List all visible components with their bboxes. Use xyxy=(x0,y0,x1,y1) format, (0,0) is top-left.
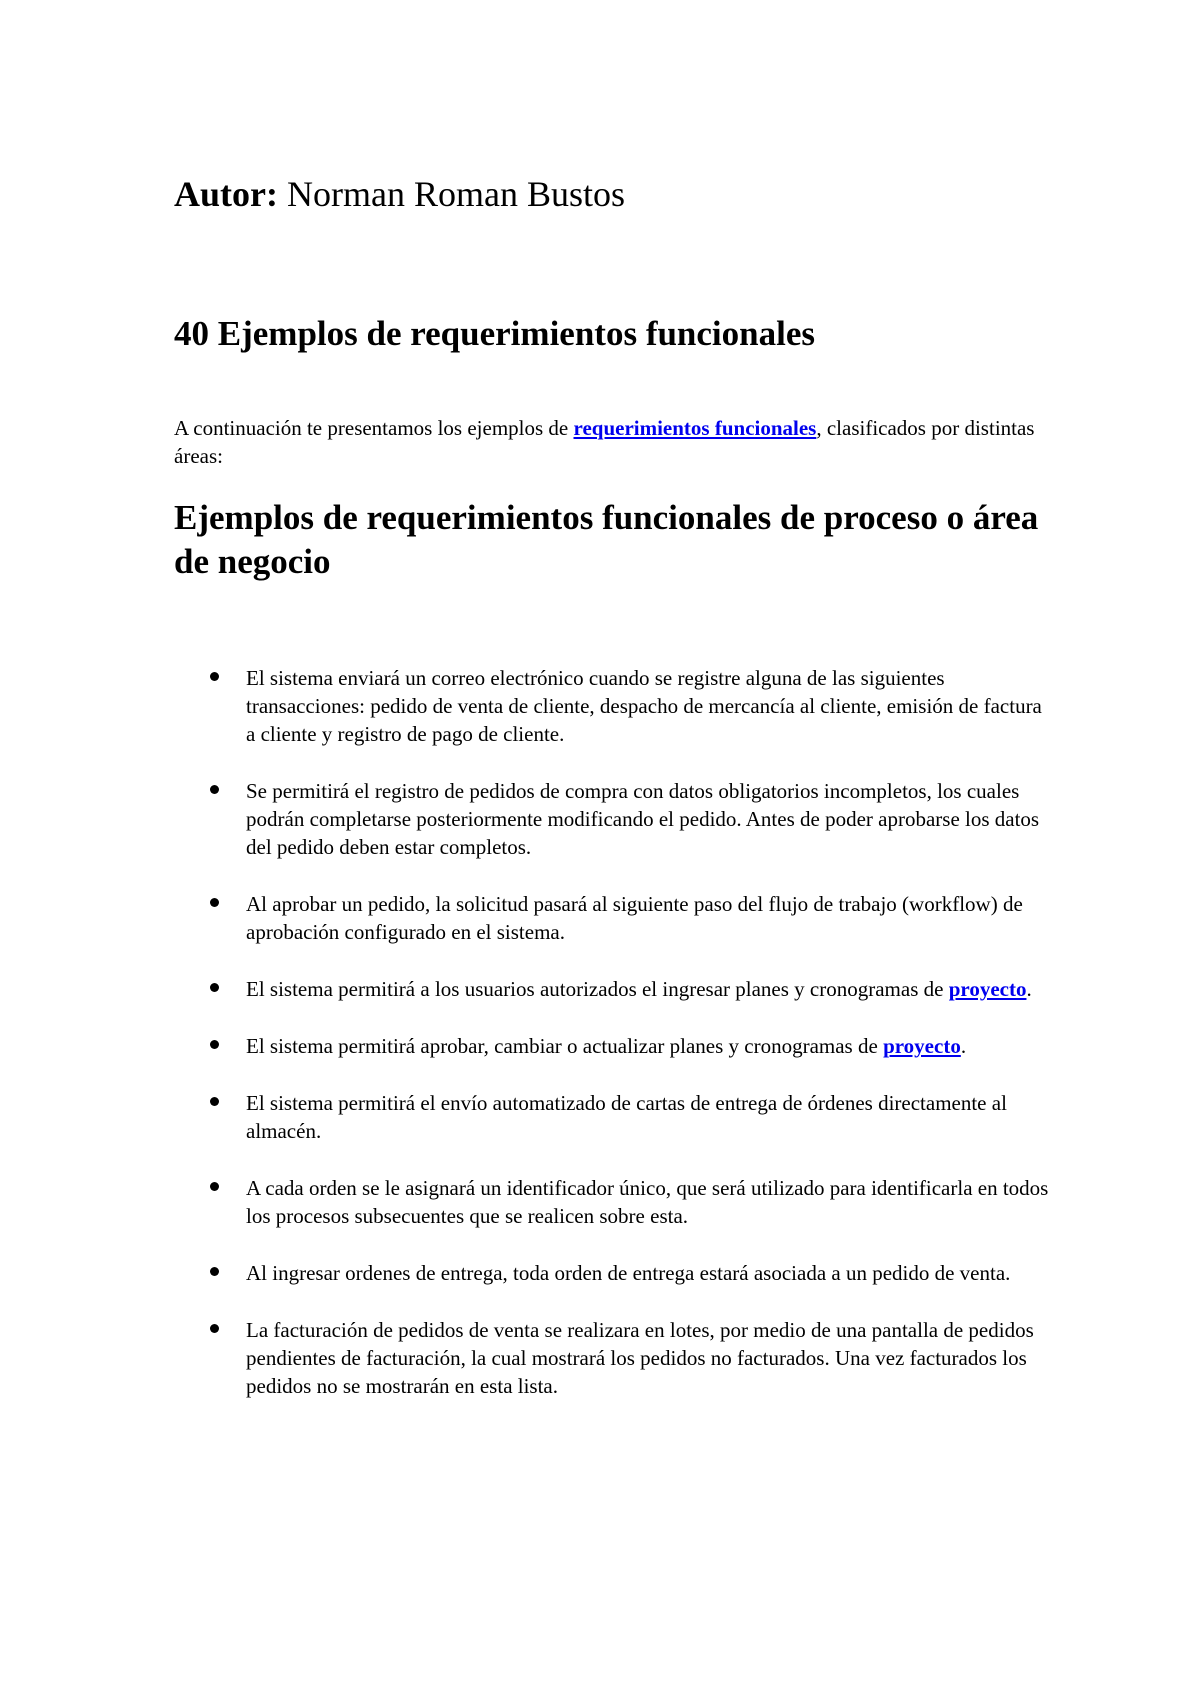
item-text: El sistema permitirá aprobar, cambiar o actualizar planes y cronogramas de xyxy=(246,1034,884,1058)
bullet-icon xyxy=(210,1267,219,1276)
bullet-icon xyxy=(210,672,219,681)
requirements-list xyxy=(174,664,1054,1429)
item-text: La facturación de pedidos de venta se realizara en lotes, por medio de una pantalla de pedidos pendientes de facturación, la cual mostrará los pedidos no facturados. Una vez facturados los pedidos no se mostrarán en esta lista. xyxy=(246,1318,1034,1398)
list-item xyxy=(174,1174,1054,1230)
item-text: Al aprobar un pedido, la solicitud pasará al siguiente paso del flujo de trabajo (workflow) de aprobación configurado en el sistema. xyxy=(246,892,1023,944)
intro-paragraph xyxy=(174,414,1074,470)
bullet-icon xyxy=(210,1040,219,1049)
bullet-icon xyxy=(210,1324,219,1333)
item-text: El sistema permitirá a los usuarios autorizados el ingresar planes y cronogramas de xyxy=(246,977,949,1001)
list-item xyxy=(174,1259,1054,1287)
author-name: Norman Roman Bustos xyxy=(286,174,625,214)
list-item xyxy=(174,664,1054,748)
list-item xyxy=(174,890,1054,946)
item-text: A cada orden se le asignará un identificador único, que será utilizado para identificarla en todos los procesos subsecuentes que se realicen sobre esta. xyxy=(246,1176,1049,1228)
item-text-end: . xyxy=(960,1034,967,1058)
author-line xyxy=(174,172,625,216)
author-label: Autor: xyxy=(174,174,278,214)
item-text: Al ingresar ordenes de entrega, toda orden de entrega estará asociada a un pedido de venta. xyxy=(246,1261,1011,1285)
item-text-end: . xyxy=(1026,977,1032,1001)
requerimientos-funcionales-link[interactable]: requerimientos funcionales xyxy=(573,416,817,440)
proyecto-link[interactable]: proyecto xyxy=(948,977,1027,1001)
document-title: 40 Ejemplos de requerimientos funcionales xyxy=(174,314,816,353)
item-text: El sistema enviará un correo electrónico cuando se registre alguna de las siguientes transacciones: pedido de venta de cliente, despacho de mercancía al cliente, emisión de factura a cliente y registro de pago de cliente. xyxy=(246,666,1042,746)
list-item xyxy=(174,1089,1054,1145)
bullet-icon xyxy=(210,898,219,907)
section-title: Ejemplos de requerimientos funcionales de proceso o área de negocio xyxy=(174,498,1039,581)
list-item xyxy=(174,1032,1054,1060)
intro-text-end: , clasificados por distintas áreas: xyxy=(174,416,1035,468)
bullet-icon xyxy=(210,983,219,992)
bullet-icon xyxy=(210,1097,219,1106)
intro-text: A continuación te presentamos los ejemplos de xyxy=(174,416,574,440)
list-item xyxy=(174,975,1054,1003)
item-text: Se permitirá el registro de pedidos de compra con datos obligatorios incompletos, los cuales podrán completarse posteriormente modificando el pedido. Antes de poder aprobarse los datos del pedido deben estar completos. xyxy=(246,779,1040,859)
bullet-icon xyxy=(210,785,219,794)
proyecto-link[interactable]: proyecto xyxy=(883,1034,961,1058)
list-item xyxy=(174,777,1054,861)
bullet-icon xyxy=(210,1182,219,1191)
list-item xyxy=(174,1316,1054,1400)
item-text: El sistema permitirá el envío automatizado de cartas de entrega de órdenes directamente al almacén. xyxy=(246,1091,1007,1143)
